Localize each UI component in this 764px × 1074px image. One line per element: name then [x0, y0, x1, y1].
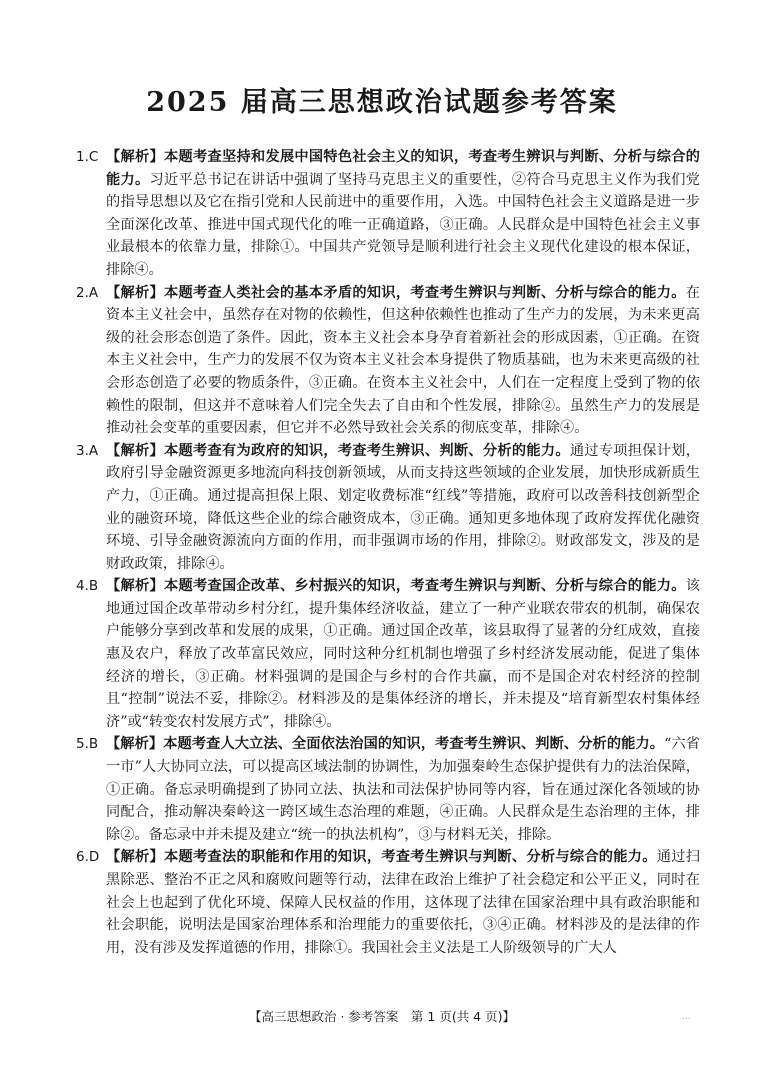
analysis-lead: 本题考查人大立法、全面依法治国的知识，考查考生辨识、判断、分析的能力。	[163, 736, 665, 753]
analysis-body: 习近平总书记在讲话中强调了坚持马克思主义的重要性，②符合马克思主义作为我们党的指导思想以及它在指引党和人民前进中的重要作用，入选。中国特色社会主义道路是进一步全面深化改革、推进中国式现代化的唯一正确道路，③正确。人民群众是中国特色社会主义事业最根本的依靠力量，排除①。中国共产党领导是顺利进行社会主义现代化建设的根本保证，排除④。	[106, 171, 700, 278]
answer-number: 2.A	[76, 284, 99, 301]
answer-item-5	[76, 733, 700, 846]
answer-item-2	[76, 282, 700, 440]
analysis-body: 通过扫黑除恶、整治不正之风和腐败问题等行动，法律在政治上维护了社会稳定和公平正义，同时在社会上也起到了优化环境、保障人民权益的作用，这体现了法律在国家治理中具有政治职能和社会职能，说明法是国家治理体系和治理能力的重要依托，③④正确。材料涉及的是法律的作用，没有涉及发挥道德的作用，排除①。我国社会主义法是工人阶级领导的广大人	[106, 849, 700, 956]
answer-item-4	[76, 575, 700, 733]
analysis-lead: 本题考查人类社会的基本矛盾的知识，考查考生辨识与判断、分析与综合的能力。	[163, 284, 686, 301]
analysis-body: 该地通过国企改革带动乡村分红，提升集体经济收益，建立了一种产业联农带农的机制，确保农户能够分享到改革和发展的成果，①正确。通过国企改革，该县取得了显著的分红成效，直接惠及农户，释放了改革富民效应，同时这种分红机制也增强了乡村经济发展动能，促进了集体经济的增长，③正确。材料强调的是国企与乡村的合作共赢，而不是国企对农村经济的控制且“控制”说法不妥，排除②。材料涉及的是集体经济的增长，并未提及“培育新型农村集体经济”或“转变农村发展方式”，排除④。	[106, 578, 700, 730]
answer-number: 6.D	[76, 849, 100, 866]
analysis-lead: 本题考查坚持和发展中国特色社会主义的知识，考查考生辨识与判断、分析与综合的能力。	[106, 149, 700, 188]
analysis-tag: 【解析】	[106, 149, 164, 165]
analysis-tag: 【解析】	[106, 442, 164, 459]
analysis-tag: 【解析】	[106, 849, 164, 866]
analysis-lead: 本题考查法的职能和作用的知识，考查考生辨识与判断、分析与综合的能力。	[163, 849, 657, 866]
answer-item-1	[76, 146, 700, 282]
analysis-lead: 本题考查有为政府的知识，考查考生辨识、判断、分析的能力。	[163, 442, 570, 459]
analysis-tag: 【解析】	[106, 284, 164, 301]
analysis-tag: 【解析】	[106, 736, 164, 753]
analysis-lead: 本题考查国企改革、乡村振兴的知识，考查考生辨识与判断、分析与综合的能力。	[163, 578, 686, 595]
page-title: 2025 届高三思想政治试题参考答案	[146, 87, 618, 118]
answer-number: 3.A	[76, 442, 99, 459]
analysis-tag: 【解析】	[106, 578, 164, 595]
page-footer: 【高三思想政治 · 参考答案 第 1 页(共 4 页)】	[249, 1009, 515, 1024]
analysis-body: 在资本主义社会中，虽然存在对物的依赖性，但这种依赖性也推动了生产力的发展，为未来更高级的社会形态创造了条件。因此，资本主义社会本身孕育着新社会的形成因素，①正确。在资本主义社会中，生产力的发展不仅为资本主义社会本身提供了物质基础，也为未来更高级的社会形态创造了必要的物质条件，③正确。在资本主义社会中，人们在一定程度上受到了物的依赖性的限制，但这并不意味着人们完全失去了自由和个性发展，排除②。虽然生产力的发展是推动社会变革的重要因素，但它并不必然导致社会关系的彻底变革，排除④。	[106, 284, 700, 437]
answer-item-6	[76, 846, 700, 959]
analysis-body: 通过专项担保计划，政府引导金融资源更多地流向科技创新领域，从而支持这些领域的企业发展，加快形成新质生产力，①正确。通过提高担保上限、划定收费标准“红线”等措施，政府可以改善科技创新型企业的融资环境，降低这些企业的综合融资成本，③正确。通知更多地体现了政府发挥优化融资环境、引导金融资源流向方面的作用，而非强调市场的作用，排除②。财政部发文，涉及的是财政政策，排除④。	[106, 442, 700, 572]
answer-list	[76, 146, 700, 959]
answer-number: 1.C	[76, 149, 99, 165]
answer-item-3	[76, 440, 700, 576]
answer-number: 5.B	[76, 736, 99, 753]
answer-number: 4.B	[76, 578, 99, 595]
analysis-body: “六省一市”人大协同立法，可以提高区域法制的协调性，为加强秦岭生态保护提供有力的法治保障，①正确。备忘录明确提到了协同立法、执法和司法保护协同等内容，旨在通过深化各领域的协同配合，推动解决秦岭这一跨区域生态治理的难题，④正确。人民群众是生态治理的主体，排除②。备忘录中并未提及建立“统一的执法机构”，③与材料无关，排除。	[106, 736, 700, 843]
corner-mark: ...	[682, 1012, 691, 1022]
